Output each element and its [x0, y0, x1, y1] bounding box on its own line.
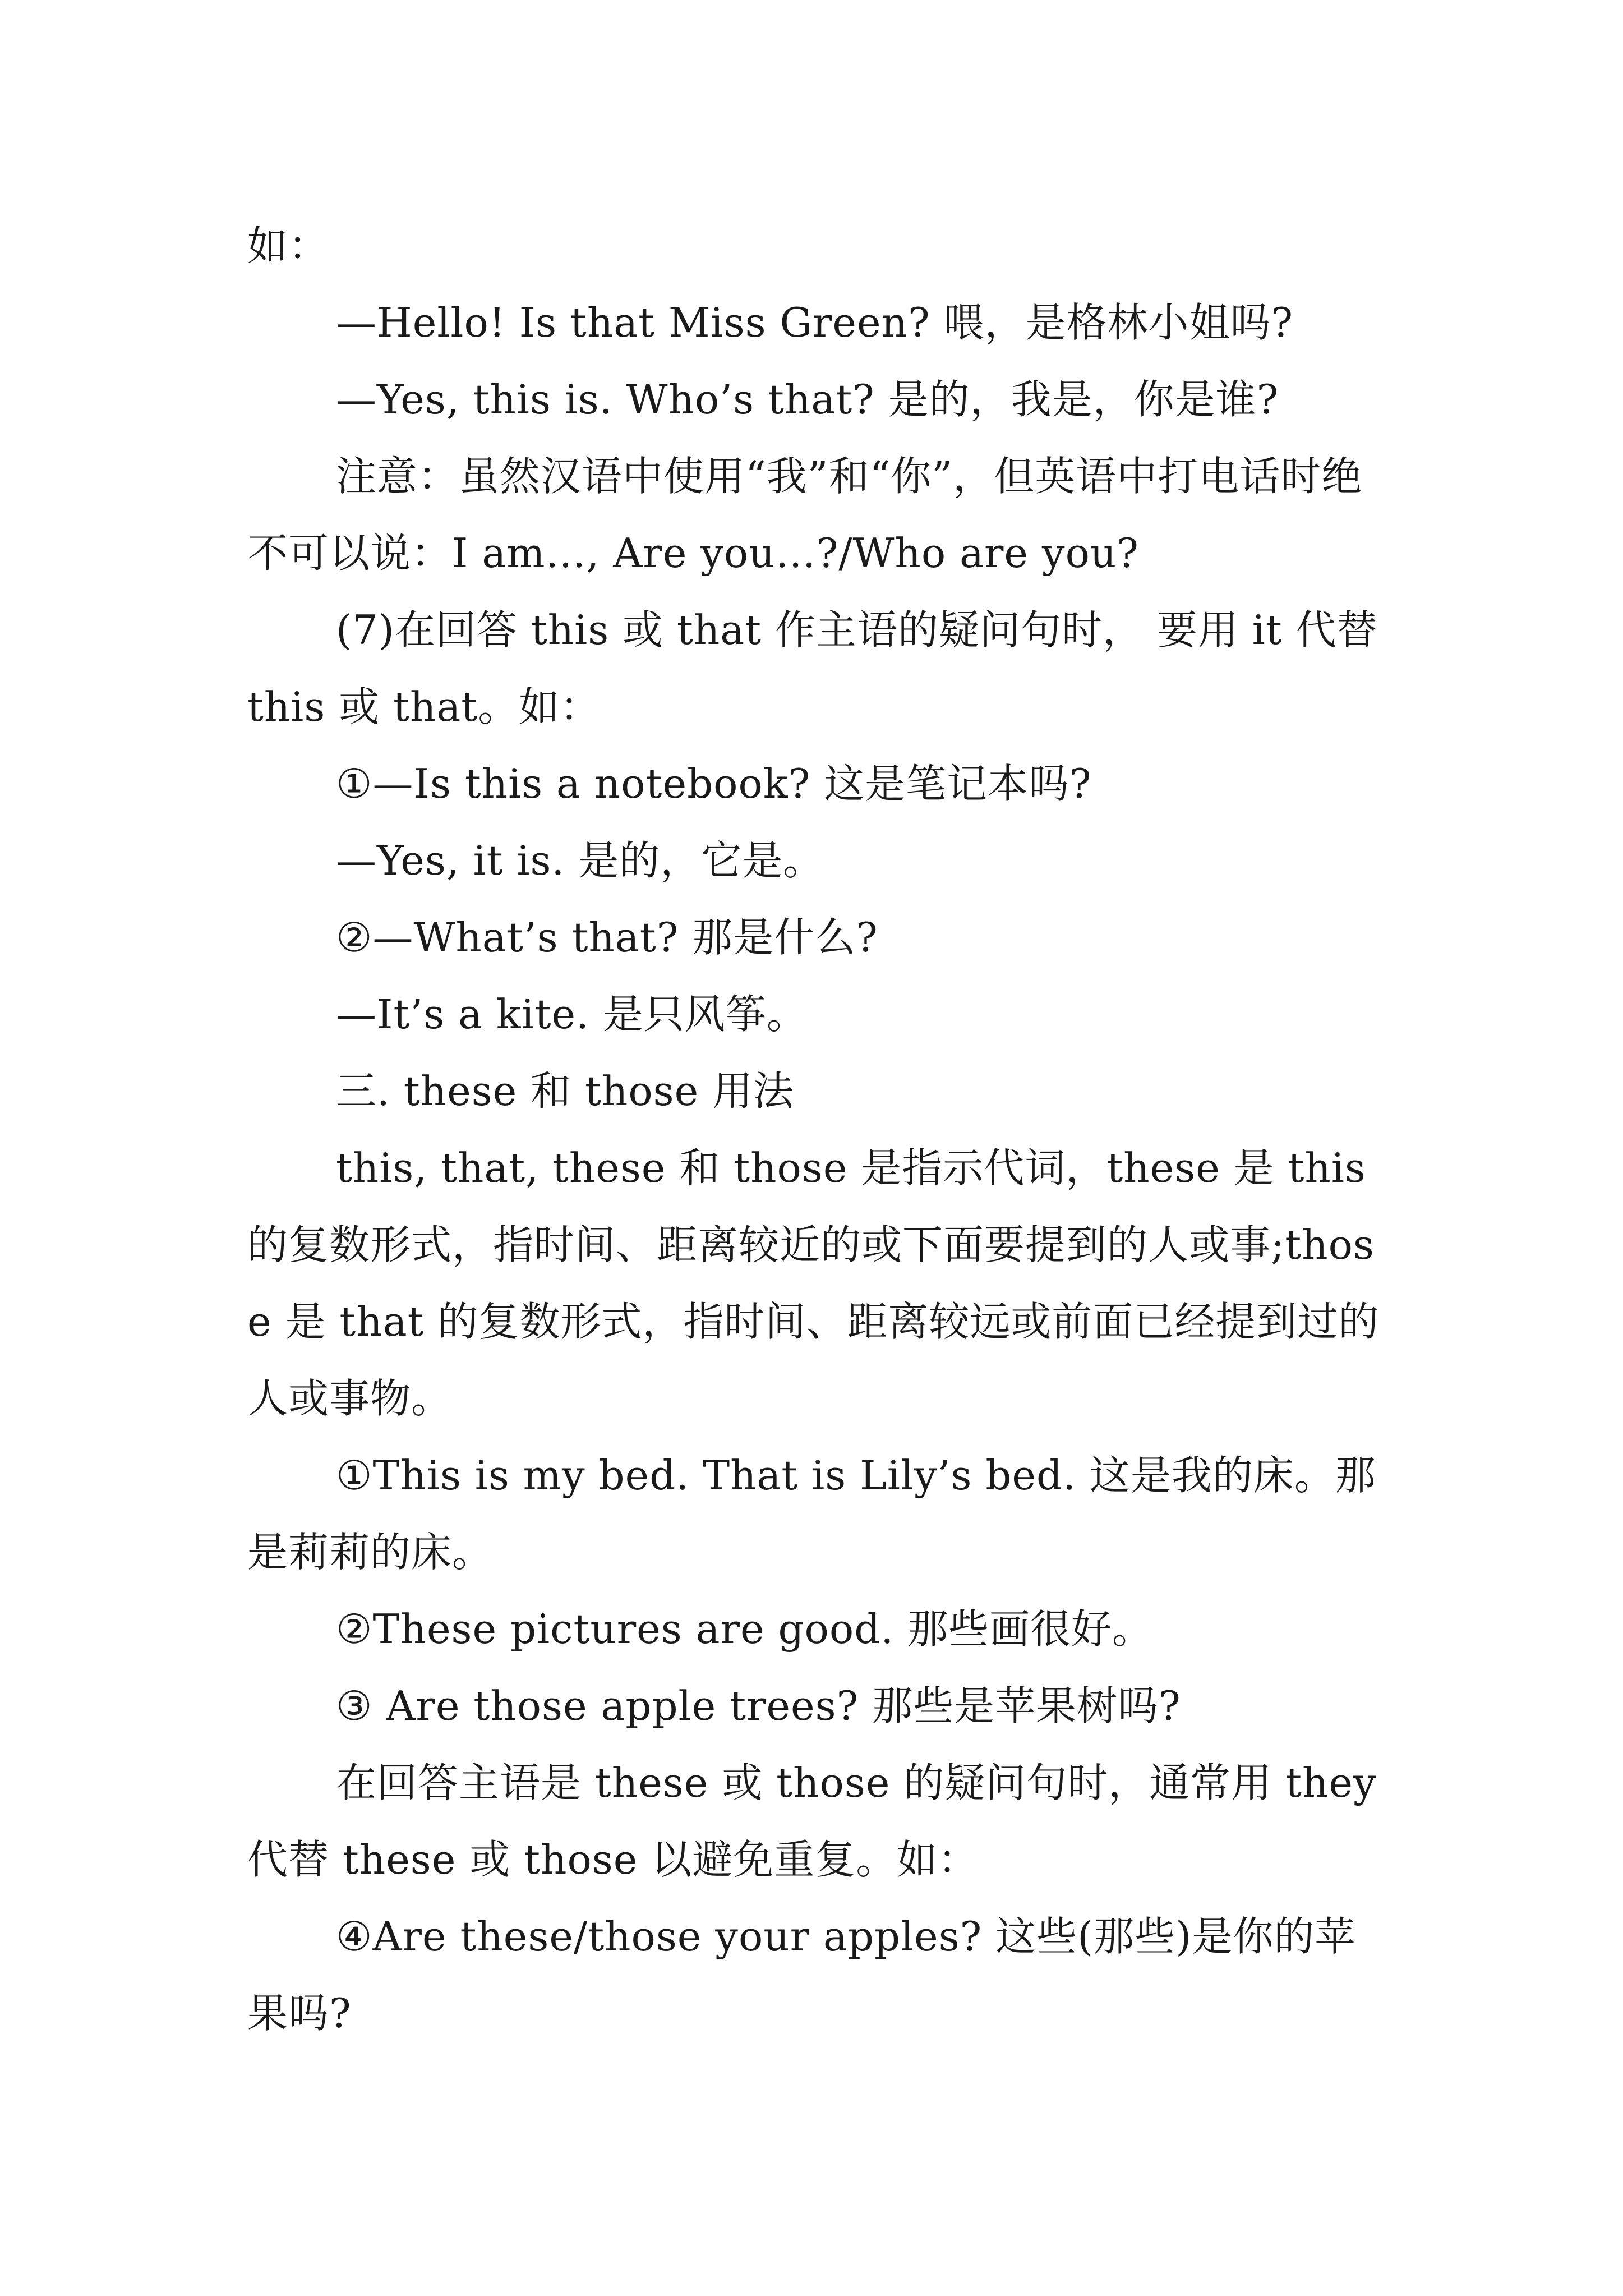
section-heading-these-those: 三. these 和 those 用法 — [336, 1068, 795, 1115]
paragraph-example-bed: ①This is my bed. That is Lily’s bed. 这是我的床。那是莉莉的床。 — [247, 1452, 1376, 1576]
paragraph-dialog-hello: —Hello! Is that Miss Green? 喂，是格林小姐吗? — [336, 299, 1294, 346]
paragraph-note: 注意：虽然汉语中使用“我”和“你”，但英语中打电话时绝不可以说：I am…, Are you…?/Who are you? — [247, 453, 1363, 577]
paragraph-explanation: this, that, these 和 those 是指示代词，these 是 this 的复数形式，指时间、距离较近的或下面要提到的人或事;those 是 that 的复数形式，指时间、距离较远或前面已经提到过的人或事物。 — [247, 1144, 1380, 1422]
paragraph-example-apple-trees: ③ Are those apple trees? 那些是苹果树吗? — [336, 1682, 1181, 1729]
paragraph-example-2-answer: —It’s a kite. 是只风筝。 — [336, 991, 808, 1038]
paragraph-intro: 如： — [247, 222, 330, 269]
paragraph-dialog-yes: —Yes, this is. Who’s that? 是的，我是，你是谁? — [336, 376, 1279, 423]
paragraph-example-2-question: ②—What’s that? 那是什么? — [336, 914, 878, 961]
paragraph-rule-they: 在回答主语是 these 或 those 的疑问句时，通常用 they 代替 these 或 those 以避免重复。如： — [247, 1759, 1377, 1883]
paragraph-example-1-answer: —Yes, it is. 是的，它是。 — [336, 837, 824, 884]
paragraph-example-apples: ④Are these/those your apples? 这些(那些)是你的苹果吗? — [247, 1913, 1356, 2037]
paragraph-rule-7: (7)在回答 this 或 that 作主语的疑问句时， 要用 it 代替 this 或 that。如： — [247, 606, 1378, 730]
document-body — [247, 208, 1391, 2052]
paragraph-example-1-question: ①—Is this a notebook? 这是笔记本吗? — [336, 760, 1092, 807]
paragraph-example-pictures: ②These pictures are good. 那些画很好。 — [336, 1605, 1154, 1653]
